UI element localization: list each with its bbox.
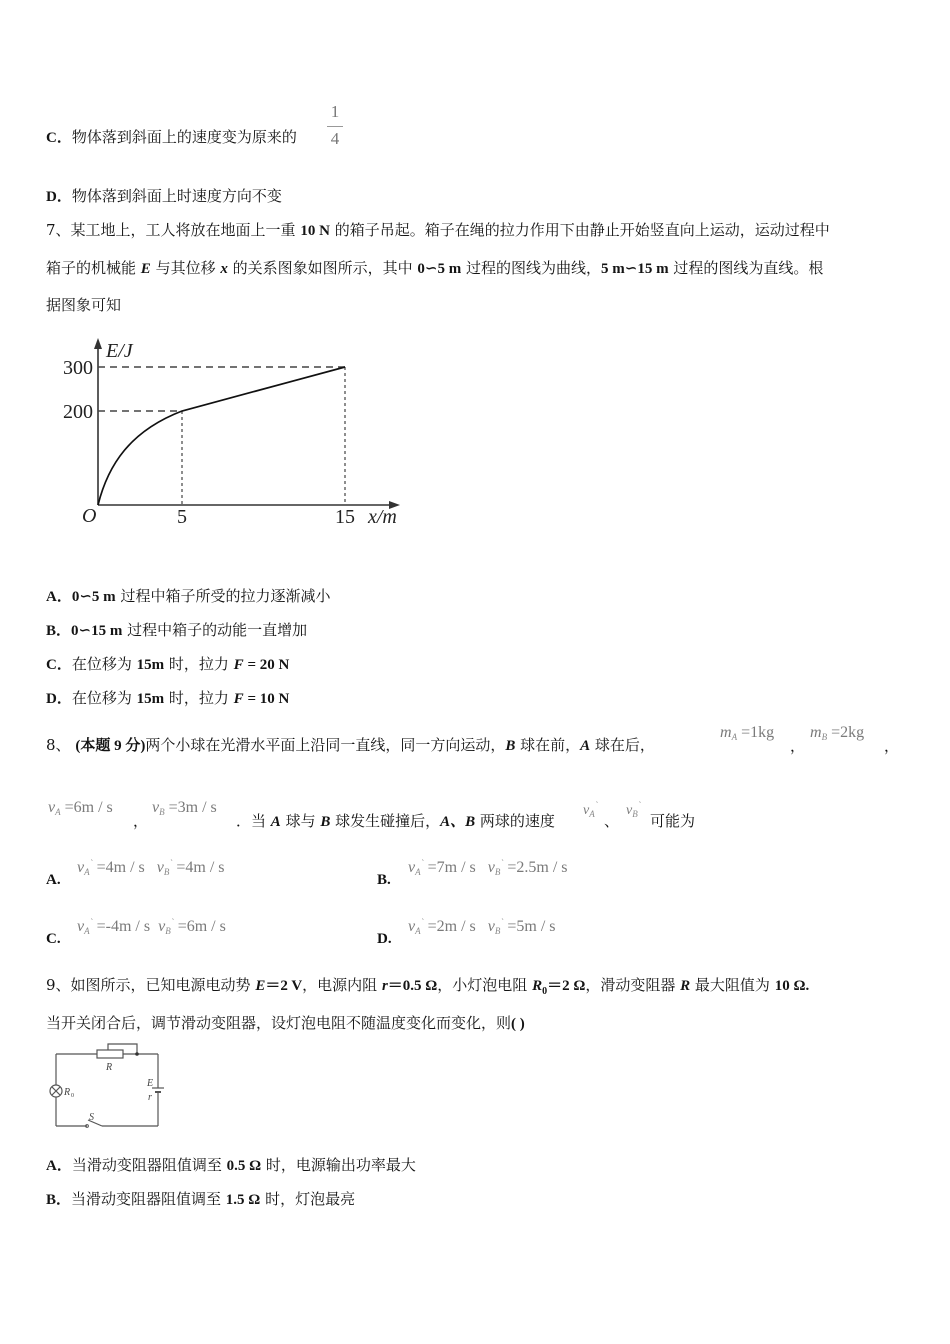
stem-var: R <box>532 978 543 994</box>
math-value: =2.5m / s <box>507 859 568 876</box>
stem-text: 两球的速度 <box>475 812 555 830</box>
prime-mark: ` <box>420 917 424 927</box>
y-axis-label: E/J <box>106 340 133 362</box>
prime-mark: ` <box>170 917 174 927</box>
x-tick-5: 5 <box>177 506 187 528</box>
question-number: 9、 <box>46 976 71 994</box>
math-value: =1kg <box>741 724 775 741</box>
comma: ， <box>790 737 806 755</box>
option-text: 当滑动变阻器阻值调至 <box>71 1156 227 1174</box>
option-text: 过程中箱子所受的拉力逐渐减小 <box>115 587 331 605</box>
math-value: =2kg <box>831 724 865 741</box>
separator: 、 <box>604 812 620 830</box>
option-label: D． <box>46 691 72 707</box>
math-value: =6m / s <box>177 918 226 935</box>
option-label: A． <box>46 589 72 605</box>
math-subscript: B <box>494 867 501 877</box>
x-axis-label: x/m <box>368 506 397 528</box>
prime-mark: ` <box>169 858 173 868</box>
option-value: 0∽15 m <box>71 623 123 639</box>
option-text: 时，拉力 <box>164 655 234 673</box>
stem-text: ．当 <box>236 812 271 830</box>
stem-text: 球与 <box>280 812 321 830</box>
stem-var: A <box>270 814 281 830</box>
prime-mark: ` <box>500 858 504 868</box>
y-tick-300: 300 <box>63 357 93 379</box>
stem-var: E <box>255 978 266 994</box>
label-S: S <box>89 1112 94 1123</box>
fraction-denominator: 4 <box>330 129 340 148</box>
stem-text: ，滑动变阻器 <box>585 976 681 994</box>
stem-text: 球在前， <box>515 736 581 754</box>
option-label: B． <box>46 623 72 639</box>
velocity-a <box>48 799 113 817</box>
option-value: 1.5 Ω <box>225 1192 261 1208</box>
stem-value: ＝2 V <box>265 978 303 994</box>
option-text: 时，电源输出功率最大 <box>261 1156 416 1174</box>
stem-var: B <box>320 814 331 830</box>
mass-a <box>720 724 774 742</box>
q8-option-b[interactable] <box>377 870 391 889</box>
option-text: 在位移为 <box>71 689 137 707</box>
stem-text: 球在后， <box>590 736 655 754</box>
option-value: 0∽5 m <box>71 589 116 605</box>
math-subscript: A <box>55 807 61 817</box>
math-subscript: B <box>821 732 828 742</box>
velocity-a-prime <box>583 800 598 819</box>
stem-value: ＝0.5 Ω <box>387 978 438 994</box>
math-symbol: v <box>156 859 164 876</box>
math-symbol: v <box>158 918 166 935</box>
math-symbol: v <box>152 799 160 816</box>
comma: ， <box>133 812 149 830</box>
stem-value: 10 N <box>300 223 330 239</box>
question-number: 7、 <box>46 221 71 239</box>
option-value: 15m <box>136 691 165 707</box>
option-text: 物体落到斜面上时速度方向不变 <box>71 187 282 205</box>
option-label: D． <box>46 189 72 205</box>
stem-text: 可能为 <box>650 812 696 830</box>
score-note: (本题 9 分) <box>75 738 146 754</box>
math-value: =7m / s <box>427 859 476 876</box>
math-subscript: A <box>589 809 595 819</box>
math-symbol: v <box>408 918 416 935</box>
option-label: A． <box>46 1158 72 1174</box>
x-tick-15: 15 <box>335 506 355 528</box>
math-subscript: A <box>731 732 738 742</box>
q8-option-d-formula <box>408 917 556 936</box>
stem-var: E <box>140 261 151 277</box>
fraction-one-quarter <box>327 102 343 149</box>
rheostat-icon <box>97 1050 123 1058</box>
stem-text: 球发生碰撞后， <box>330 812 441 830</box>
option-value: = 20 N <box>243 657 290 673</box>
math-symbol: v <box>77 859 85 876</box>
math-subscript: A <box>84 867 90 877</box>
stem-subscript: 0 <box>542 986 548 997</box>
q6-option-d[interactable] <box>46 186 282 207</box>
math-subscript: B <box>494 926 501 936</box>
stem-var: A <box>580 738 591 754</box>
q8-option-c[interactable] <box>46 929 61 948</box>
math-subscript: A <box>415 867 421 877</box>
math-value: =-4m / s <box>96 918 151 935</box>
stem-text: ，电源内阻 <box>302 976 382 994</box>
option-label: A. <box>46 872 61 888</box>
stem-text: 过程的图线为曲线， <box>461 259 601 277</box>
option-text: 时，灯泡最亮 <box>260 1190 356 1208</box>
stem-value: ＝2 Ω <box>547 978 586 994</box>
option-label: C. <box>46 931 61 947</box>
stem-value: 10 Ω. <box>774 978 810 994</box>
origin-label: O <box>82 505 97 527</box>
stem-text: 箱子的机械能 <box>46 259 141 277</box>
math-subscript: B <box>159 807 165 817</box>
math-subscript: B <box>632 809 638 819</box>
stem-var: x <box>220 261 228 277</box>
option-label: B． <box>46 1192 72 1208</box>
option-value: 0.5 Ω <box>226 1158 262 1174</box>
stem-text: 当开关闭合后，调节滑动变阻器，设灯泡电阻不随温度变化而变化，则 <box>46 1014 512 1032</box>
stem-text: 过程的图线为直线。根 <box>668 259 824 277</box>
label-r: r <box>148 1092 152 1103</box>
option-label: C． <box>46 657 72 673</box>
q9-stem-line1 <box>46 975 809 1002</box>
stem-var: B <box>505 738 516 754</box>
q8-option-c-formula <box>77 917 226 936</box>
math-symbol: m <box>810 724 822 741</box>
q7-option-a[interactable] <box>46 586 330 607</box>
q7-stem-line2 <box>46 258 823 279</box>
fraction-numerator: 1 <box>330 102 340 121</box>
q8-option-a-formula <box>77 858 225 877</box>
q7-stem-line1 <box>46 220 830 241</box>
option-value: 15m <box>136 657 165 673</box>
stem-var: R <box>680 978 691 994</box>
velocity-b-prime <box>626 800 641 819</box>
q8-stem-line1 <box>46 735 655 756</box>
stem-var: r <box>381 978 388 994</box>
math-symbol: v <box>487 918 495 935</box>
q8-option-d[interactable] <box>377 929 392 948</box>
label-E: E <box>147 1078 154 1089</box>
prime-mark: ` <box>420 858 424 868</box>
q7-stem-line3 <box>46 295 121 315</box>
option-label: D. <box>377 931 392 947</box>
option-text: 时，拉力 <box>164 689 234 707</box>
stem-text: 某工地上，工人将放在地面上一重 <box>70 221 301 239</box>
option-label: B. <box>377 872 391 888</box>
math-value: =2m / s <box>427 918 476 935</box>
math-subscript: A <box>415 926 421 936</box>
answer-blank: ( ) <box>511 1016 525 1032</box>
q7-option-d[interactable] <box>46 688 289 709</box>
prime-mark: ` <box>89 858 93 868</box>
math-subscript: A <box>84 926 90 936</box>
option-var: F <box>233 691 244 707</box>
q6-option-c[interactable] <box>46 127 297 148</box>
option-text: 过程中箱子的动能一直增加 <box>122 621 308 639</box>
option-var: F <box>233 657 244 673</box>
math-value: =3m / s <box>168 799 217 816</box>
energy-curve <box>98 367 345 505</box>
label-R: R <box>106 1062 113 1073</box>
q9-option-b[interactable] <box>46 1189 355 1210</box>
prime-mark: ` <box>500 917 504 927</box>
math-value: =4m / s <box>176 859 225 876</box>
math-symbol: v <box>77 918 85 935</box>
stem-text: 与其位移 <box>150 259 221 277</box>
stem-text: 如图所示，已知电源电动势 <box>70 976 256 994</box>
prime-mark: ` <box>89 917 93 927</box>
stem-text: ，小灯泡电阻 <box>437 976 533 994</box>
y-axis-arrow-icon <box>94 338 102 349</box>
q8-option-a[interactable] <box>46 870 61 889</box>
y-tick-200: 200 <box>63 401 93 423</box>
label-R0: R <box>64 1087 71 1098</box>
math-symbol: v <box>48 799 56 816</box>
junction-dot-icon <box>135 1052 139 1056</box>
math-subscript: B <box>163 867 170 877</box>
velocity-b <box>152 799 217 817</box>
math-symbol: v <box>408 859 416 876</box>
math-subscript: B <box>165 926 171 936</box>
question-number: 8、 <box>46 736 71 754</box>
circuit-diagram <box>44 1040 166 1132</box>
mass-b <box>810 724 864 742</box>
stem-text: 两个小球在光滑水平面上沿同一直线，同一方向运动， <box>145 736 506 754</box>
math-symbol: v <box>487 859 495 876</box>
option-label: C． <box>46 130 72 146</box>
stem-text: 据图象可知 <box>46 296 122 314</box>
fraction-bar <box>327 126 343 127</box>
q9-option-a[interactable] <box>46 1155 416 1176</box>
q7-option-b[interactable] <box>46 620 307 641</box>
stem-value: 5 m∽15 m <box>601 261 669 277</box>
stem-text: 的箱子吊起。箱子在绳的拉力作用下由静止开始竖直向上运动，运动过程中 <box>329 221 830 239</box>
stem-var: A、B <box>440 814 476 830</box>
math-symbol: m <box>720 724 732 741</box>
math-symbol: v <box>626 803 633 818</box>
q9-stem-line2 <box>46 1013 525 1034</box>
energy-displacement-chart <box>50 335 420 530</box>
q8-stem-line2 <box>236 810 555 831</box>
option-text: 当滑动变阻器阻值调至 <box>71 1190 226 1208</box>
comma: ， <box>884 737 900 755</box>
stem-text: 最大阻值为 <box>690 976 775 994</box>
option-value: = 10 N <box>243 691 290 707</box>
math-value: =5m / s <box>507 918 556 935</box>
prime-mark: ` <box>637 800 641 810</box>
stem-text: 的关系图象如图所示，其中 <box>227 259 418 277</box>
option-text: 在位移为 <box>71 655 137 673</box>
q7-option-c[interactable] <box>46 654 289 675</box>
math-symbol: v <box>583 803 590 818</box>
label-R0-sub: 0 <box>71 1093 74 1099</box>
stem-value: 0∽5 m <box>417 261 462 277</box>
prime-mark: ` <box>594 800 598 810</box>
math-value: =4m / s <box>96 859 145 876</box>
q8-option-b-formula <box>408 858 568 877</box>
option-text: 物体落到斜面上的速度变为原来的 <box>71 128 297 146</box>
math-value: =6m / s <box>64 799 113 816</box>
